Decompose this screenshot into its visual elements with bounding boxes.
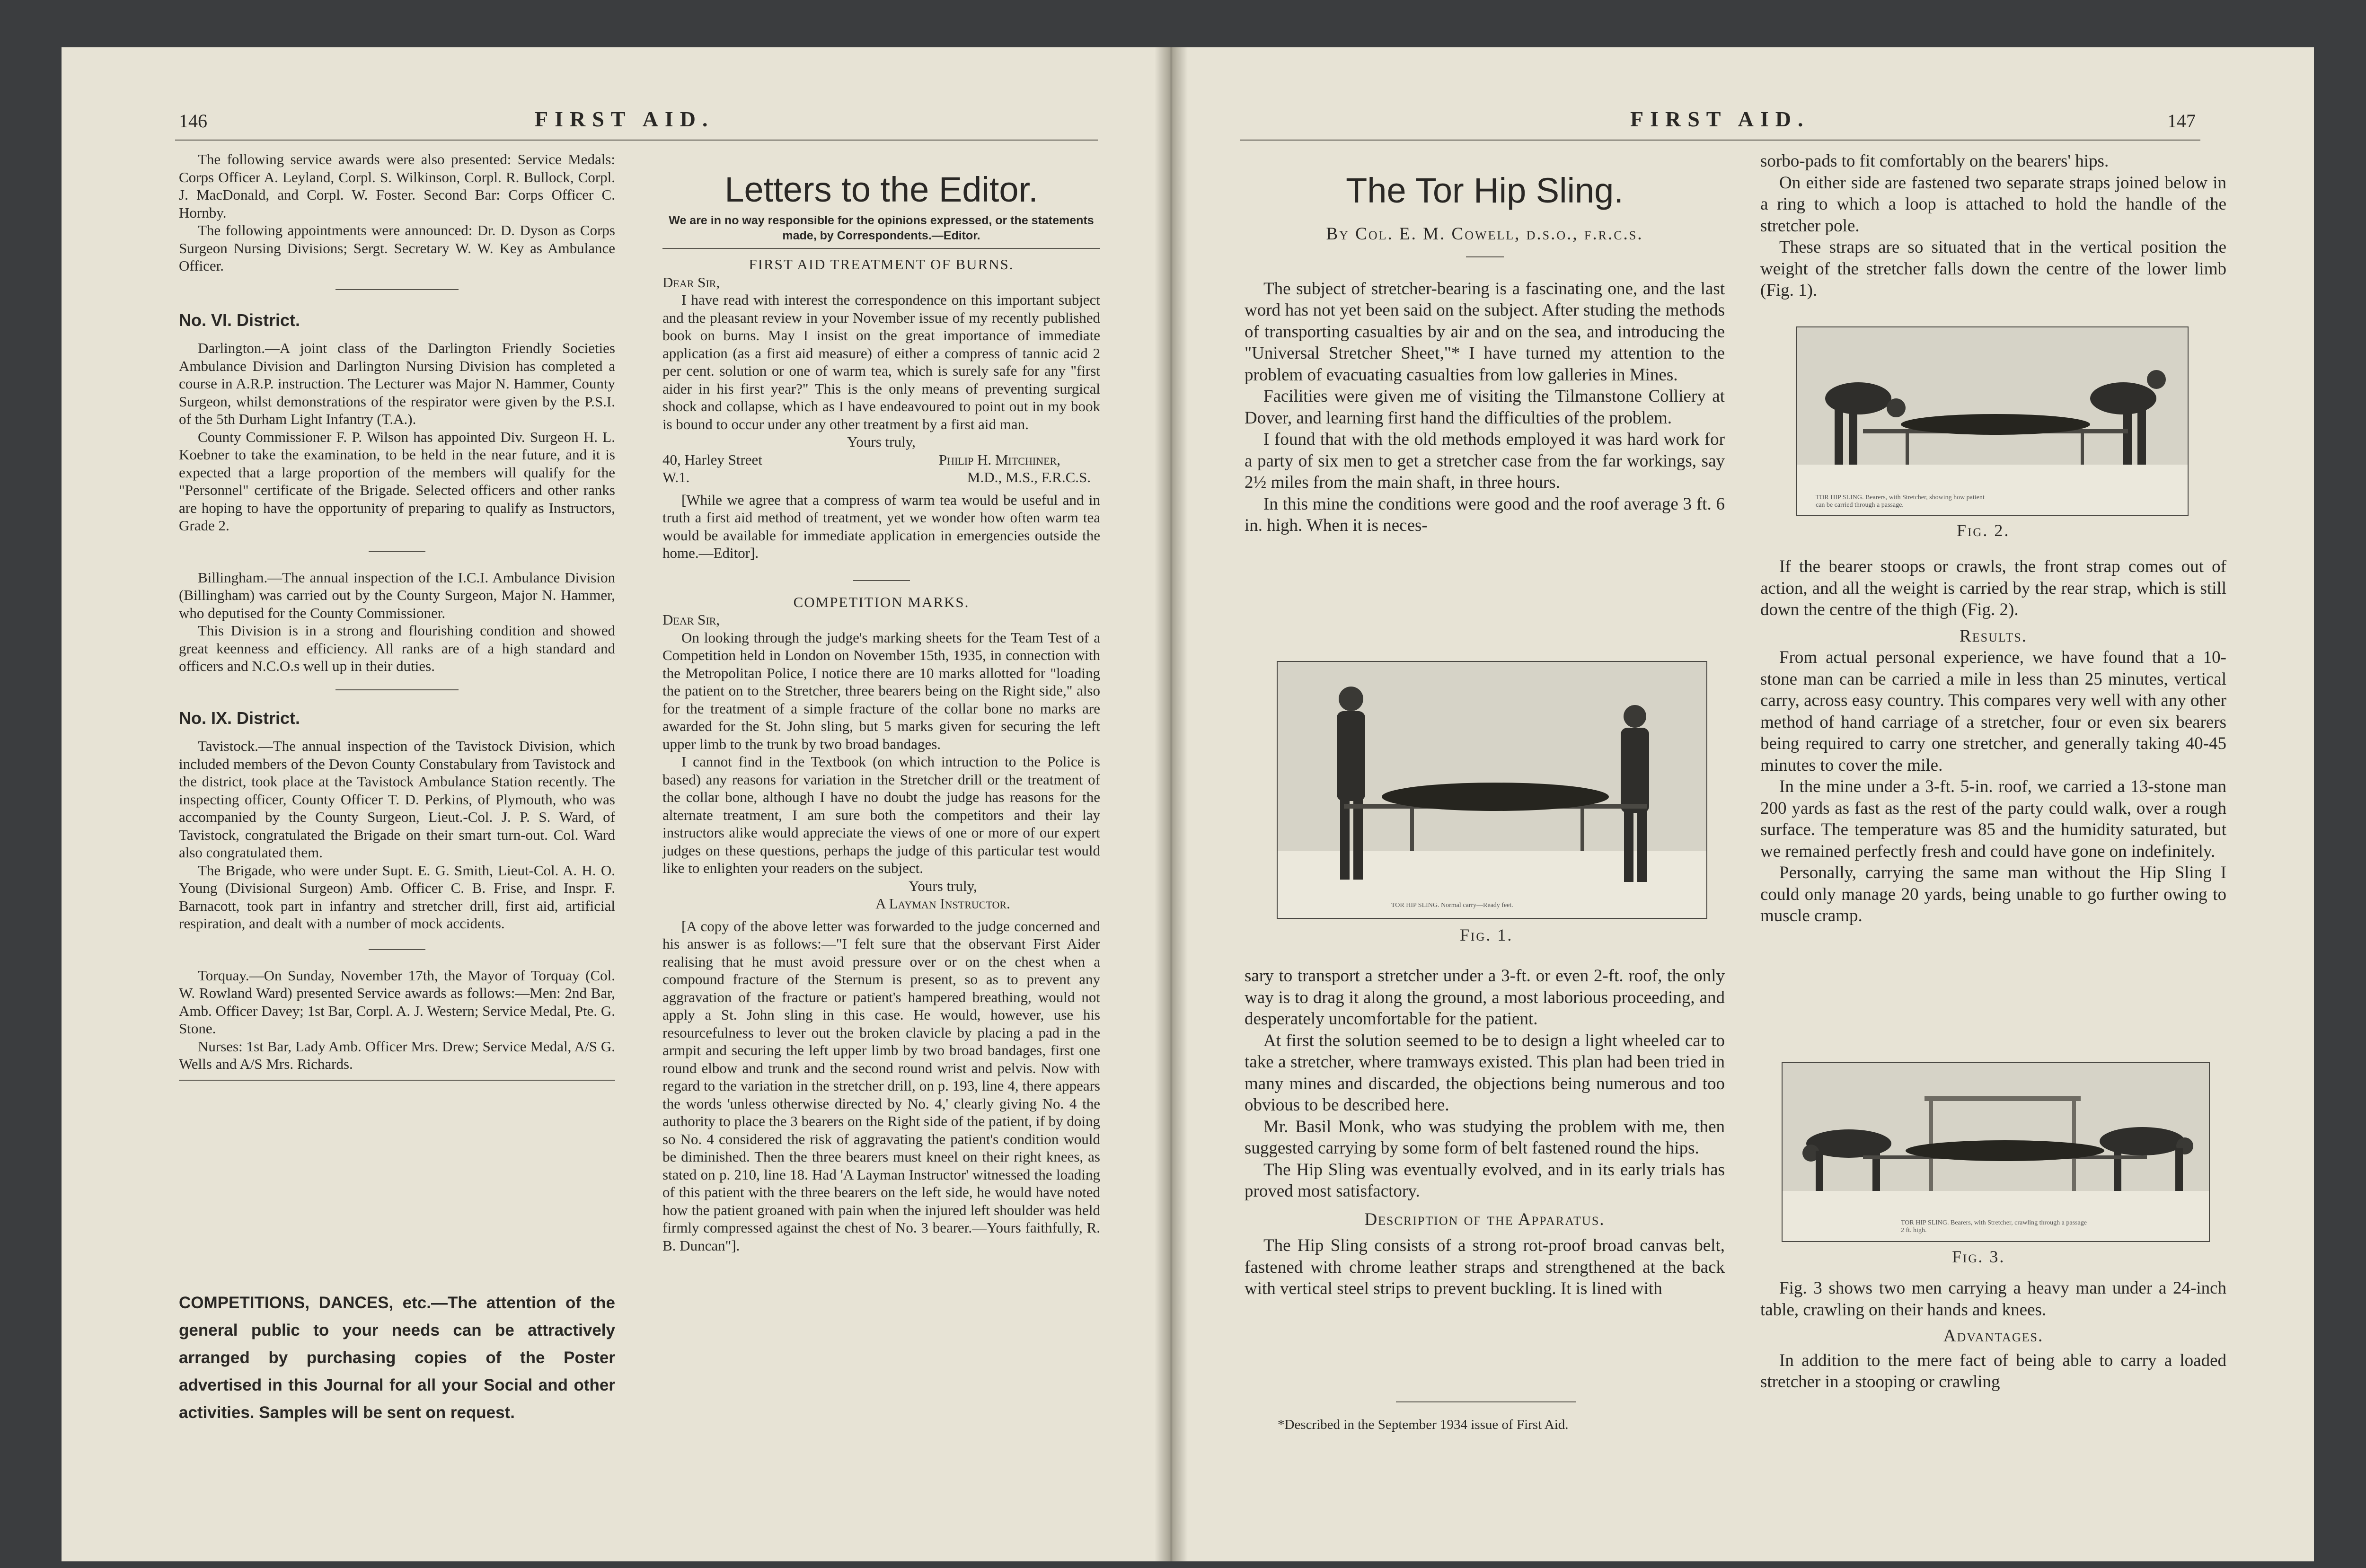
signature-block <box>662 451 1100 486</box>
billingham-para: Billingham.—The annual inspection of the I.C.I. Ambulance Division (Billingham) was carried out by the County Surgeon, Major N. Hammer, who deputised for the County Commissioner. <box>179 569 615 621</box>
left-col-1 <box>179 150 615 1081</box>
article-para-14: From actual personal experience, we have found that a 10-stone man can be carried a mile in less than 25 minutes, vertical carry, across easy country. This compares very well with any other method of hand carriage of a stretcher, four or even six bearers being required to carry one stretcher, and generally taking 40-45 minutes to cover the mile. <box>1760 648 2226 775</box>
article-para-7: Mr. Basil Monk, who was studying the problem with me, then suggested carrying by some form of belt fastened round the hips. <box>1245 1117 1725 1158</box>
article-para-1: The subject of stretcher-bearing is a fascinating one, and the last word has not yet been said on the subject. After studing the methods of transporting casualties by air and on the sea, and introducing the "Universal Stretcher Sheet,"* I have turned my attention to the problem of evacuating casualties from low galleries in Mines. <box>1245 279 1725 385</box>
article-para-3: I found that with the old methods employed it was hard work for a party of six men to get a stretcher case from the far workings, say 2½ miles from the main shaft, in three hours. <box>1245 430 1725 492</box>
article-para-15: In the mine under a 3-ft. 5-in. roof, we carried a 13-stone man 200 yards as fast as the rest of the party could walk, over a rough surface. The temperature was 85 and the humidity saturated, but we remained perfectly fresh and could have gone on indefinitely. <box>1760 777 2226 861</box>
right-col-1 <box>1245 150 1725 537</box>
page-number-left: 146 <box>179 110 207 132</box>
district-6-heading: No. VI. District. <box>179 310 300 330</box>
burns-heading: FIRST AID TREATMENT OF BURNS. <box>749 256 1014 273</box>
footnote-rule <box>1396 1401 1576 1402</box>
signatory-name: A Layman Instructor. <box>875 895 1010 912</box>
stretcher-carry-illustration <box>1278 662 1707 919</box>
description-heading: Description of the Apparatus. <box>1364 1209 1605 1229</box>
competitions-ad <box>179 1289 615 1427</box>
darlington-para: Darlington.—A joint class of the Darlington Friendly Societies Ambulance Division and Darlington Nursing Division has completed a course in A.R.P. instruction. The Lecturer was Major N. Hammer, County Surgeon, whilst demonstrations of the respirator were given by the P.S.I. of the 5th Durham Light Infantry (T.A.). <box>179 340 615 427</box>
fig-1-photo <box>1277 661 1707 919</box>
district-9-heading: No. IX. District. <box>179 708 300 728</box>
editor-disclaimer: We are in no way responsible for the opinions expressed, or the statements made, by Correspondents.—Editor. <box>669 214 1094 242</box>
results-heading: Results. <box>1960 626 2027 646</box>
left-col-2 <box>662 150 1100 1254</box>
fig-2-label: Fig. 2. <box>1957 521 2010 540</box>
letter-close: Yours truly, <box>847 433 916 450</box>
salutation: Dear Sir, <box>662 611 720 628</box>
right-col-2 <box>1760 150 2226 301</box>
running-head-right: FIRST AID. <box>1630 107 1810 131</box>
advantages-heading: Advantages. <box>1943 1326 2044 1346</box>
competitions-ad-text: COMPETITIONS, DANCES, etc.—The attention of the general public to your needs can be attractively arranged by purchasing copies of the Poster advertised in this Journal for all your Social and other activities. Samples will be sent on request. <box>179 1294 615 1422</box>
article-para-8: The Hip Sling was eventually evolved, and in its early trials has proved most satisfactory. <box>1245 1160 1725 1201</box>
fig-2-caption: TOR HIP SLING. Bearers, with Stretcher, showing how patient can be carried through a passage. <box>1816 494 1985 509</box>
signatory-name: Philip H. Mitchiner, <box>938 451 1060 468</box>
fig-3-label: Fig. 3. <box>1952 1247 2005 1266</box>
torquay-para: Torquay.—On Sunday, November 17th, the Mayor of Torquay (Col. W. Rowland Ward) presented Service awards as follows:—Men: 2nd Bar, Amb. Officer Davey; 1st Bar, Corpl. A. J. Western; Service Medal, Pte. G. Stone. <box>179 967 615 1037</box>
commissioner-para: County Commissioner F. P. Wilson has appointed Div. Surgeon H. L. Koebner to take the examination, to be held in the near future, and it is expected that a large proportion of the members will qualify for the "Personnel" certificate of the Brigade. Selected officers and other ranks are hoping to have the opportunity of preparing to qualify as Instructors, Grade 2. <box>179 428 615 534</box>
fig-2-photo <box>1796 326 2189 516</box>
byline: By Col. E. M. Cowell, d.s.o., f.r.c.s. <box>1326 224 1643 244</box>
tavistock-para: Tavistock.—The annual inspection of the Tavistock Division, which included members of the Devon County Constabulary from Tavistock and the district, took place at the Tavistock Ambulance Station recently. The inspecting officer, County Officer T. D. Perkins, of Plymouth, who was accompanied by the County Surgeon, Lieut.-Col. J. P. S. Ward, of Tavistock, congratulated the Brigade on their smart turn-out. Col. Ward also congratulated them. <box>179 738 615 861</box>
article-para-2: Facilities were given me of visiting the Tilmanstone Colliery at Dover, and learning first hand the difficulties of the problem. <box>1245 387 1725 428</box>
header-rule-left <box>175 140 1098 141</box>
signatory-quals: M.D., M.S., F.R.C.S. <box>967 469 1091 485</box>
ad-rule <box>179 1080 615 1081</box>
right-col-1-continued <box>1245 965 1725 1300</box>
competition-heading: COMPETITION MARKS. <box>793 593 970 610</box>
address-line-1: 40, Harley Street <box>662 451 762 468</box>
competition-letter-body-2: I cannot find in the Textbook (on which intruction to the Police is based) any reasons for variation in the Stretcher drill or the treatment of the collar bone, although I have no doubt the judge has reasons for the alternate treatment, I am sure both the competitors and their lay instructors alike would appreciate the views of one or more of our expert judges on these questions, perhaps the judge of this particular test would like to enlighten your readers on the subject. <box>662 753 1100 876</box>
header-rule-right <box>1240 140 2200 141</box>
fig-1-caption: TOR HIP SLING. Normal carry—Ready feet. <box>1391 902 1513 909</box>
right-col-2-continued <box>1760 556 2226 927</box>
fig-1-label: Fig. 1. <box>1460 925 1513 944</box>
article-para-12: These straps are so situated that in the vertical position the weight of the stretcher falls down the centre of the lower limb (Fig. 1). <box>1760 238 2226 300</box>
fig-3-caption: TOR HIP SLING. Bearers, with Stretcher, crawling through a passage 2 ft. high. <box>1901 1219 2087 1234</box>
intro-para-1: The following service awards were also presented: Service Medals: Corps Officer A. Leyland, Corpl. S. Wilkinson, Corpl. R. Bullock, Corpl. J. MacDonald, and Corpl. W. Foster. Second Bar: Corps Officer C. Hornby. <box>179 151 615 221</box>
page-number-right: 147 <box>2167 110 2196 132</box>
crawling-carry-illustration <box>1783 1063 2210 1242</box>
nurses-para: Nurses: 1st Bar, Lady Amb. Officer Mrs. Drew; Service Medal, A/S G. Wells and A/S Mrs. Richards. <box>179 1038 615 1072</box>
article-para-18: In addition to the mere fact of being able to carry a loaded stretcher in a stooping or crawling <box>1760 1350 2226 1392</box>
article-para-13: If the bearer stoops or crawls, the front strap comes out of action, and all the weight is carried by the rear strap, which is still down the centre of the thigh (Fig. 2). <box>1760 557 2226 619</box>
right-col-2-end <box>1760 1277 2226 1393</box>
burns-letter-body: I have read with interest the correspondence on this important subject and the pleasant review in your November issue of my recently published book on burns. May I insist on the great importance of immediate application (as a first aid measure) of either a compress of tannic acid 2 per cent. solution or one of warm tea, which is surely safe for any "first aider in his first year?" This is the only means of preventing surgical shock and collapse, which as I have endeavoured to point out in my book is bound to occur under any other treatment by a first aid man. <box>662 291 1100 432</box>
judge-reply: [A copy of the above letter was forwarded to the judge concerned and his answer is as follows:—"I felt sure that the observant First Aider realising that he must avoid pressure over or on the chest when a compound fracture of the Sternum is present, so as to prevent any aggravation of the fracture or patient's hampered breathing, would not apply a St. John sling in this case. He would, however, use his resourcefulness to lever out the broken clavicle by placing a pad in the armpit and securing the left upper limb by two broad bandages, first one round elbow and trunk and the second round wrist and pelvis. Now with regard to the variation in the stretcher drill, on p. 193, line 4, there appears the words 'unless otherwise directed by No. 4,' clearly giving No. 4 the authority to place the 3 bearers on the Right side of the patient, if by doing so No. 4 considered the risk of aggravating the patient's condition would be diminished. Then the three bearers must kneel on their right knees, as stated on p. 210, line 18. Had 'A Layman Instructor' witnessed the loading of this patient with the three bearers on the left side, he would have noted how the patient groaned with pain when the injured left shoulder was held firmly compressed against the chest of No. 3 bearer.—Yours faithfully, R. B. Duncan"]. <box>662 917 1100 1254</box>
footnote: *Described in the September 1934 issue of First Aid. <box>1278 1417 1569 1432</box>
letters-title: Letters to the Editor. <box>724 170 1038 209</box>
address-line-2: W.1. <box>662 469 690 485</box>
editor-reply-burns: [While we agree that a compress of warm tea would be useful and in truth a first aid method of treatment, yet we wonder how often warm tea would be available for immediate application in emergencies outside the home.—Editor]. <box>662 491 1100 561</box>
letter-close: Yours truly, <box>909 877 977 894</box>
article-para-17: Fig. 3 shows two men carrying a heavy man under a 24-inch table, crawling on their hands and knees. <box>1760 1278 2226 1320</box>
book-gutter <box>1155 47 1188 1561</box>
article-para-9: The Hip Sling consists of a strong rot-proof broad canvas belt, fastened with chrome leather straps and strengthened at the back with vertical steel strips to prevent buckling. It is lined with <box>1245 1236 1725 1298</box>
article-para-10: sorbo-pads to fit comfortably on the bearers' hips. <box>1760 151 2109 171</box>
competition-letter-body-1: On looking through the judge's marking sheets for the Team Test of a Competition held in London on November 15th, 1935, in connection with the Metropolitan Police, I notice there are 10 marks allotted for "loading the patient on to the Stretcher, three bearers being on the Right side," also for the treatment of a simple fracture of the collar bone no marks are awarded for the St. John sling, but 5 marks given for securing the left upper limb to the trunk by two broad bandages. <box>662 629 1100 752</box>
intro-para-2: The following appointments were announced: Dr. D. Dyson as Corps Surgeon Nursing Divisions; Sergt. Secretary W. W. Key as Ambulance Officer. <box>179 222 615 274</box>
article-para-11: On either side are fastened two separate straps joined below in a ring to which a loop is attached to hold the handle of the stretcher pole. <box>1760 173 2226 236</box>
stooping-carry-illustration <box>1797 327 2189 516</box>
salutation: Dear Sir, <box>662 273 720 291</box>
article-title: The Tor Hip Sling. <box>1346 171 1624 210</box>
fig-3-photo <box>1782 1062 2210 1242</box>
article-para-5: sary to transport a stretcher under a 3-ft. or even 2-ft. roof, the only way is to drag it along the ground, a most laborious proceeding, and desperately uncomfortable for the patient. <box>1245 966 1725 1029</box>
letters-rule <box>662 248 1100 249</box>
running-head-left: FIRST AID. <box>535 107 715 131</box>
article-para-6: At first the solution seemed to be to design a light wheeled car to take a stretcher, where tramways existed. This plan had been tried in many mines and discarded, the objections being numerous and too obvious to be described here. <box>1245 1031 1725 1115</box>
brigade-para: The Brigade, who were under Supt. E. G. Smith, Lieut-Col. A. H. O. Young (Divisional Surgeon) Amb. Officer C. B. Frise, and Inspr. F. Barnacott, took part in infantry and stretcher drill, first aid, artificial respiration, and dealt with a number of mock accidents. <box>179 862 615 932</box>
article-para-16: Personally, carrying the same man without the Hip Sling I could only manage 20 yards, being unable to go further owing to muscle cramp. <box>1760 863 2226 925</box>
division-para: This Division is in a strong and flourishing condition and showed great keenness and efficiency. All ranks are of a high standard and officers and N.C.O.s well up in their duties. <box>179 622 615 674</box>
article-para-4: In this mine the conditions were good and the roof average 3 ft. 6 in. high. When it is neces- <box>1245 494 1725 535</box>
